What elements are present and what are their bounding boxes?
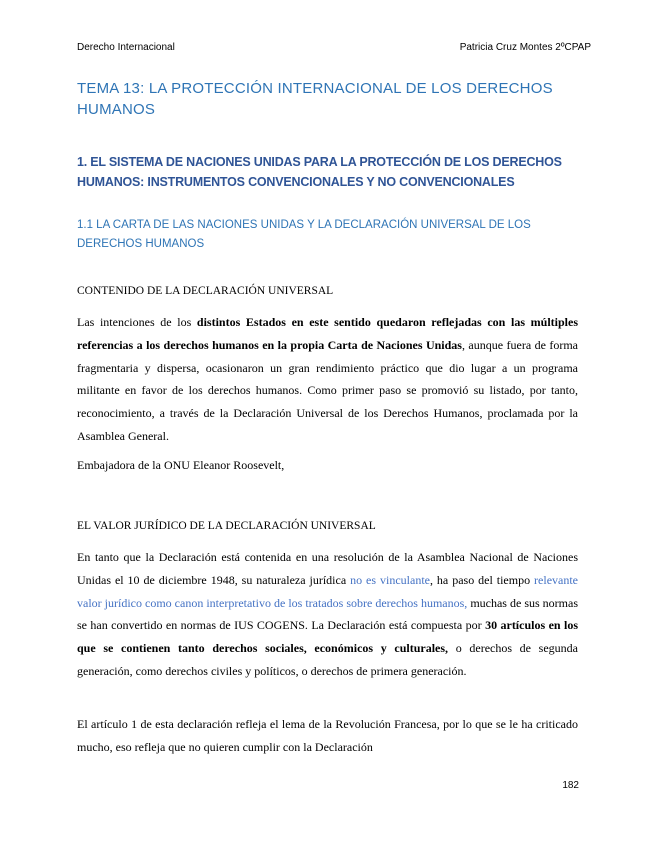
text-run: o derechos de segunda generación, como derechos civiles y políticos, o derechos de primera generación. [77, 641, 578, 678]
header-course: Derecho Internacional [77, 42, 175, 53]
text-run: Las intenciones de los [77, 315, 197, 329]
text-run: , aunque fuera de forma fragmentaria y dispersa, ocasionaron un gran rendimiento práctico que dio lugar a un programa militante en favor de los derechos humanos. Como primer paso se promovió su listado, por tanto, reconocimiento, a través de la Declaración Universal de los Derechos Humanos, proclamada por la Asamblea General. [77, 337, 579, 443]
page-number: 182 [562, 780, 579, 791]
subsection-heading-1-1: 1.1 LA CARTA DE LAS NACIONES UNIDAS Y LA DECLARACIÓN UNIVERSAL DE LOS DERECHOS HUMANOS [77, 219, 531, 250]
highlighted-text-no-vinculante: no es vinculante [350, 572, 430, 587]
section-title-contenido: CONTENIDO DE LA DECLARACIÓN UNIVERSAL [77, 285, 334, 297]
text-run: , ha paso del tiempo [429, 572, 535, 587]
paragraph-valor-juridico [77, 546, 578, 683]
highlighted-text-valor-juridico: relevante valor jurídico como canon interpretativo de los tratados sobre derechos humanos, [77, 572, 578, 610]
paragraph-roosevelt: Embajadora de la ONU Eleanor Roosevelt, [77, 458, 285, 472]
text-run: muchas de sus normas se han convertido en normas de IUS COGENS. La Declaración está compuesta por [77, 595, 578, 633]
section-title-valor-juridico: EL VALOR JURÍDICO DE LA DECLARACIÓN UNIVERSAL [77, 520, 376, 532]
bold-text-run: distintos Estados en este sentido quedaron reflejadas con las múltiples referencias a los derechos humanos en la propia Carta de Naciones Unidas [77, 315, 578, 352]
chapter-title: TEMA 13: LA PROTECCIÓN INTERNACIONAL DE LOS DERECHOS HUMANOS [77, 80, 553, 118]
bold-text-run: 30 artículos en los que se contienen tanto derechos sociales, económicos y culturales, [77, 618, 578, 656]
text-run: En tanto que la Declaración está contenida en una resolución de la Asamblea Nacional de Naciones Unidas el 10 de diciembre 1948, su naturaleza jurídica [77, 550, 578, 587]
header-author: Patricia Cruz Montes 2ºCPAP [459, 42, 591, 53]
section-heading-1: 1. EL SISTEMA DE NACIONES UNIDAS PARA LA PROTECCIÓN DE LOS DERECHOS HUMANOS: INSTRUMENTOS CONVENCIONALES Y NO CONVENCIONALES [77, 155, 562, 189]
paragraph-intenciones [77, 311, 578, 448]
paragraph-articulo-1: El artículo 1 de esta declaración refleja el lema de la Revolución Francesa, por lo que se le ha criticado mucho, eso refleja que no quieren cumplir con la Declaración [77, 717, 578, 754]
